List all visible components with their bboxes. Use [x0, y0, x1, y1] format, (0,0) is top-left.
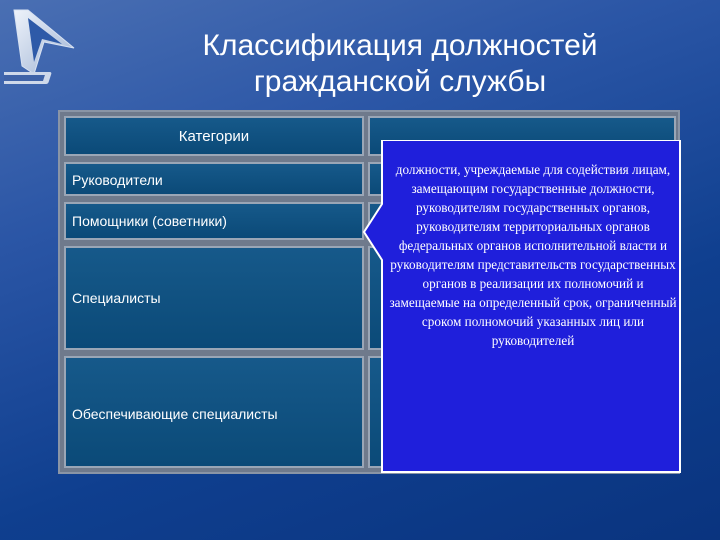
row-label: Обеспечивающие специалисты — [72, 406, 278, 422]
header-label: Категории — [178, 128, 250, 145]
row-label: Помощники (советники) — [72, 213, 227, 229]
table-row-leaders — [64, 162, 364, 196]
callout-text: должности, учреждаемые для содействия лицам, замещающим государственные должности, руководителям государственных органов, руководителям территориальных органов федеральных органов исполнительной власти и руководителям представительств государственных органов в реализации их полномочий и замещаемые на определенный срок, ограниченный сроком полномочий указанных лиц или руководителей — [389, 162, 677, 348]
table-row-support-specialists — [64, 356, 364, 468]
logo — [4, 4, 84, 88]
row-label: Специалисты — [72, 290, 161, 306]
row-label: Руководители — [72, 172, 163, 188]
table-header-categories — [64, 116, 364, 156]
page-title: Классификация должностей гражданской службы — [202, 29, 598, 98]
table-row-assistants — [64, 202, 364, 240]
table-row-specialists — [64, 246, 364, 350]
